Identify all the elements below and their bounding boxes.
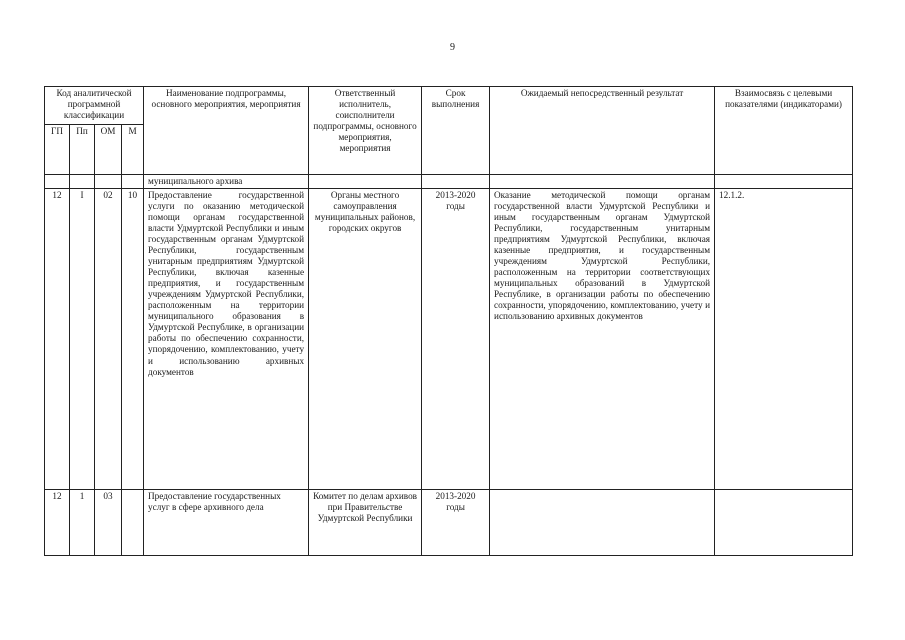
continuation-text: муниципального архива [144, 175, 309, 189]
om-cell: 03 [95, 490, 122, 556]
pp-cell: 1 [70, 490, 95, 556]
table-row [45, 490, 853, 556]
table-row [45, 189, 853, 490]
om-cell: 02 [95, 189, 122, 490]
term-cell: 2013-2020 годы [422, 490, 490, 556]
link-cell [715, 490, 853, 556]
program-table [44, 86, 853, 556]
term-cell: 2013-2020 годы [422, 189, 490, 490]
responsible-cell: Комитет по делам архивов при Правительстве Удмуртской Республики [309, 490, 422, 556]
pp-header: Пп [70, 125, 95, 175]
m-header: М [122, 125, 144, 175]
gp-header: ГП [45, 125, 70, 175]
pp-cell: I [70, 189, 95, 490]
gp-cell: 12 [45, 490, 70, 556]
name-cell: Предоставление государственной услуги по оказанию методической помощи органам государственной власти Удмуртской Республики и иным государственным органам Удмуртской Республики, государственным унитарным предприятиям Удмуртской Республики, включая казенные предприятия, и государственным учреждениям Удмуртской Республики, расположенным на территории муниципального образования в Удмуртской Республике, в организации работы по обеспечению сохранности, упорядочению, комплектованию, учету и использованию архивных документов [144, 189, 309, 490]
term-header: Срок выполнения [422, 87, 490, 175]
result-cell: Оказание методической помощи органам государственной власти Удмуртской Республики и иным государственным органам Удмуртской Республики, государственным унитарным предприятиям Удмуртской Республики, включая казенные предприятия, и государственным учреждениям Удмуртской Республики, расположенным на территории соответствующих муниципальных образований в Удмуртской Республике, в организации работы по обеспечению сохранности, упорядочению, комплектованию, учету и использованию архивных документов [490, 189, 715, 490]
gp-cell: 12 [45, 189, 70, 490]
m-cell [122, 490, 144, 556]
continuation-row [45, 175, 853, 189]
responsible-cell: Органы местного самоуправления муниципальных районов, городских округов [309, 189, 422, 490]
result-cell [490, 490, 715, 556]
link-header: Взаимосвязь с целевыми показателями (индикаторами) [715, 87, 853, 175]
responsible-header: Ответственный исполнитель, соисполнители подпрограммы, основного мероприятия, мероприятия [309, 87, 422, 175]
link-cell: 12.1.2. [715, 189, 853, 490]
om-header: ОМ [95, 125, 122, 175]
name-header: Наименование подпрограммы, основного мероприятия, мероприятия [144, 87, 309, 175]
name-cell: Предоставление государственных услуг в сфере архивного дела [144, 490, 309, 556]
result-header: Ожидаемый непосредственный результат [490, 87, 715, 175]
m-cell: 10 [122, 189, 144, 490]
page-number: 9 [450, 42, 455, 53]
code-group-header: Код аналитической программной классификации [45, 87, 144, 125]
